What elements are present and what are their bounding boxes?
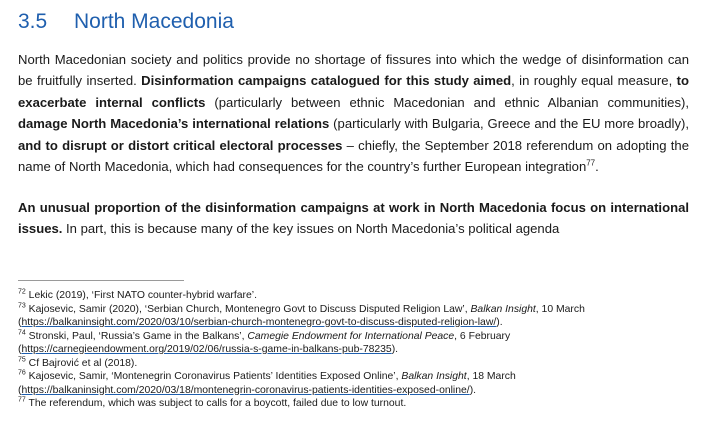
para1-bold-1: Disinformation campaigns catalogued for this study aimed xyxy=(141,73,512,89)
footnote-text: Lekic (2019), ‘First NATO counter-hybrid warfare’. xyxy=(25,290,257,301)
para1-text-4: (particularly with Bulgaria, Greece and the EU more broadly), xyxy=(329,116,689,132)
footnote-number: 75 xyxy=(18,356,26,364)
footnote-text: Kajosevic, Samir, ‘Montenegrin Coronavirus Patients’ Identities Exposed Online’, xyxy=(25,371,402,382)
footnote-end: ). xyxy=(469,384,477,396)
body-paragraph-1 xyxy=(18,49,689,177)
footnote-end: ). xyxy=(496,317,503,328)
footnote-publication: Balkan Insight xyxy=(401,371,467,382)
footnote-date: , 6 February xyxy=(454,330,511,342)
footnote-77 xyxy=(18,397,690,411)
para1-text-6: . xyxy=(595,159,599,175)
para2-text-1: In part, this is because many of the key issues on North Macedonia’s political agenda xyxy=(62,221,560,237)
footnote-number: 77 xyxy=(18,396,26,404)
footnote-publication: Camegie Endowment for International Peace xyxy=(247,330,455,342)
footnote-73: $^{73}$ Kajosevic, Samir (2020), ‘Serbian Church, Montenegro Govt to Discuss Disputed Religion Law’, Balkan Insight, 10 March (https://balkaninsight.com/2020/03/10/serbian-church-montenegro-govt-to-discuss-disputed-religion-law/). xyxy=(18,302,585,328)
footnote-text: The referendum, which was subject to calls for a boycott, failed due to low turnout. xyxy=(25,398,407,409)
para1-text-1: North Macedonian society and politics provide no shortage of fissures into which the wedge of disinformation can be fruitfully inserted. xyxy=(18,52,689,89)
footnote-publication: Balkan Insight xyxy=(470,303,536,315)
footnote-number: 72 xyxy=(18,288,26,296)
footnote-number: 73 xyxy=(18,302,26,310)
para1-bold-3: damage North Macedonia’s international relations xyxy=(18,116,330,132)
para1-bold-4: and to disrupt or distort critical electoral processes xyxy=(18,137,343,153)
section-title: North Macedonia xyxy=(74,10,234,33)
footnote-link[interactable]: https://balkaninsight.com/2020/03/18/montenegrin-coronavirus-patients-identities-exposed-online/ xyxy=(21,384,470,396)
footnote-link[interactable]: https://balkaninsight.com/2020/03/10/serbian-church-montenegro-govt-to-discuss-disputed-religion-law/ xyxy=(21,317,497,328)
para1-text-3: (particularly between ethnic Macedonian and ethnic Albanian communities), xyxy=(205,94,689,110)
footnote-number: 76 xyxy=(18,369,26,377)
footnote-text: Kajosevic, Samir (2020), ‘Serbian Church, Montenegro Govt to Discuss Disputed Religion Law’, xyxy=(25,303,471,315)
para1-text-2: , in roughly equal measure, xyxy=(511,73,677,89)
footnote-number: 74 xyxy=(18,329,26,337)
footnote-72 xyxy=(18,289,690,303)
para1-bold-2: to exacerbate internal conflicts xyxy=(18,73,689,110)
footnote-74: $^{74}$ Stronski, Paul, ‘Russia’s Game in the Balkans’, Camegie Endowment for International Peace, 6 February (https://carnegieendowment.org/2019/02/06/russia-s-game-in-balkans-pub-78235). xyxy=(18,329,511,355)
footnote-divider xyxy=(18,280,184,281)
footnotes xyxy=(18,289,690,411)
footnote-link[interactable]: https://carnegieendowment.org/2019/02/06/russia-s-game-in-balkans-pub-78235 xyxy=(21,344,392,355)
footnote-text: Stronski, Paul, ‘Russia’s Game in the Balkans’, xyxy=(25,330,248,342)
footnote-end: ). xyxy=(391,344,399,355)
para2-bold-1: An unusual proportion of the disinformation campaigns at work in North Macedonia focus on international issues. xyxy=(18,200,689,237)
footnote-date: , 10 March xyxy=(535,303,585,315)
footnote-reference-77[interactable]: 77 xyxy=(586,158,596,168)
para1-text-5: – chiefly, the September 2018 referendum on adopting the name of North Macedonia, which had consequences for the country’s further European integration xyxy=(18,137,689,175)
footnote-date: , 18 March xyxy=(466,371,516,382)
section-number: 3.5 xyxy=(18,10,48,33)
footnote-76: $^{76}$ Kajosevic, Samir, ‘Montenegrin Coronavirus Patients’ Identities Exposed Online’, Balkan Insight, 18 March (https://balkaninsight.com/2020/03/18/montenegrin-coronavirus-patients-identities-exposed-online/). xyxy=(18,369,516,396)
footnote-75 xyxy=(18,357,690,371)
body-paragraph-2 xyxy=(18,197,689,240)
section-heading xyxy=(18,10,234,34)
footnote-text: Cf Bajrović et al (2018). xyxy=(25,357,138,369)
